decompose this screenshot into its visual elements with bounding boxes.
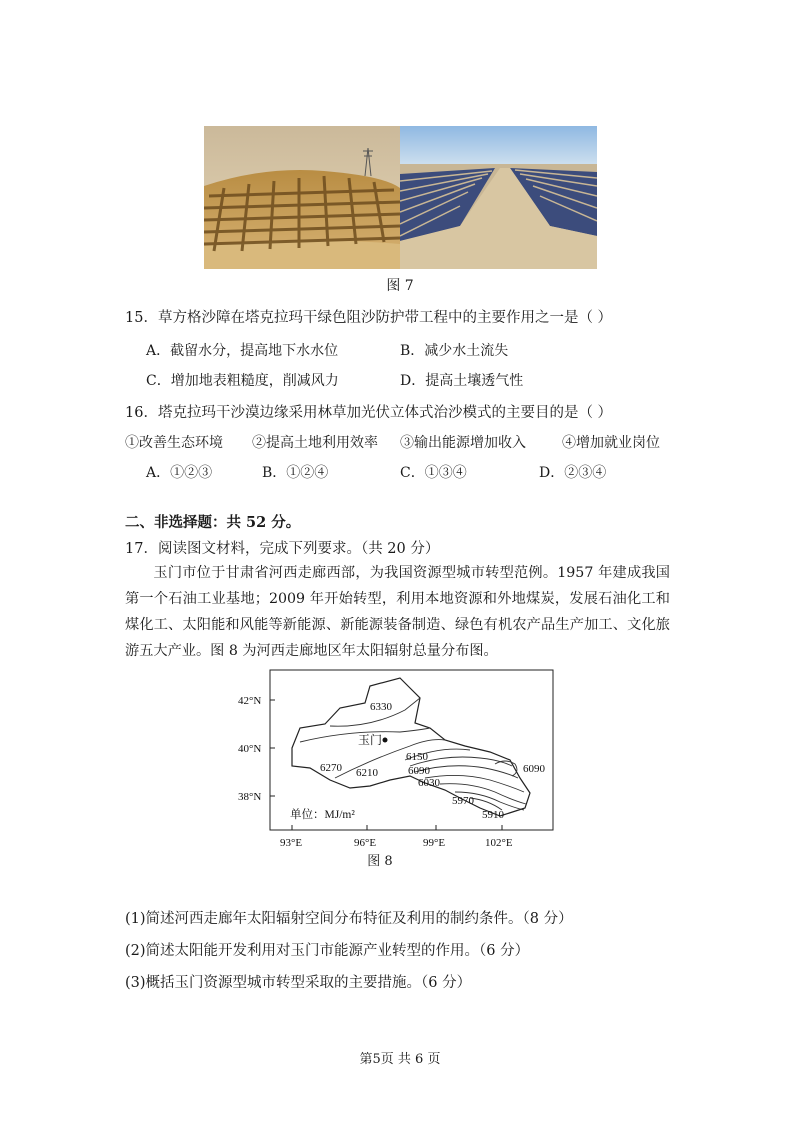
q16-statement-3: ③输出能源增加收入 [400, 435, 526, 451]
q17-stem: 17．阅读图文材料，完成下列要求。（共 20 分） [125, 541, 440, 557]
isoline-label-5970: 5970 [452, 795, 474, 807]
q17-subquestion-1: (1)简述河西走廊年太阳辐射空间分布特征及利用的制约条件。（8 分） [125, 911, 573, 927]
q16-option-c: C．①③④ [400, 465, 467, 481]
q15-option-a: A．截留水分，提高地下水水位 [146, 343, 339, 359]
figure7-caption: 图 7 [386, 278, 414, 294]
q16-statement-4: ④增加就业岗位 [562, 435, 660, 451]
lon-label-102: 102°E [485, 837, 513, 849]
q17-subquestion-3: (3)概括玉门资源型城市转型采取的主要措施。（6 分） [125, 975, 472, 991]
q16-option-d: D．②③④ [539, 465, 607, 481]
isoline-label-6090-a: 6090 [408, 765, 430, 777]
q16-option-b: B．①②④ [262, 465, 329, 481]
q16-stem: 16．塔克拉玛干沙漠边缘采用林草加光伏立体式治沙模式的主要目的是（ ） [125, 405, 613, 421]
isoline-label-6150: 6150 [406, 751, 428, 763]
isoline-label-6210: 6210 [356, 767, 378, 779]
solar-array-image [400, 126, 597, 269]
photo-solar-array [400, 126, 597, 269]
q15-option-d: D．提高土壤透气性 [400, 373, 524, 389]
q17-subquestion-2: (2)简述太阳能开发利用对玉门市能源产业转型的作用。（6 分） [125, 943, 530, 959]
lon-label-99: 99°E [423, 837, 446, 849]
q15-option-b: B．减少水土流失 [400, 343, 509, 359]
lat-label-42: 42°N [238, 695, 262, 707]
page-number: 第5页 共 6 页 [359, 1052, 441, 1067]
figure8-caption: 图 8 [367, 854, 393, 869]
q16-statement-1: ①改善生态环境 [125, 435, 223, 451]
unit-label: 单位：MJ/m² [290, 809, 355, 821]
isoline-label-6270: 6270 [320, 762, 342, 774]
q16-option-a: A．①②③ [146, 465, 213, 481]
isoline-label-5910: 5910 [482, 809, 504, 821]
photo-sand-barrier [204, 126, 400, 269]
hexi-corridor-outline [292, 678, 530, 816]
q15-option-c: C．增加地表粗糙度，削减风力 [146, 373, 339, 389]
isoline-label-6090-b: 6090 [523, 763, 545, 775]
isoline-label-6330: 6330 [370, 701, 392, 713]
q17-paragraph: 玉门市位于甘肃省河西走廊西部，为我国资源型城市转型范例。1957 年建成我国第一个石油工业基地；2009 年开始转型，利用本地资源和外地煤炭，发展石油化工和煤化工、太阳能和风能等新能源、新能源装备制造、绿色有机农产品生产加工、文化旅游五大产业。图 8 为河西走廊地区年太阳辐射总量分布图。 [125, 565, 670, 659]
section2-title: 二、非选择题：共 52 分。 [125, 514, 301, 531]
lat-label-40: 40°N [238, 743, 262, 755]
isoline-label-6030: 6030 [418, 777, 440, 789]
q15-stem: 15．草方格沙障在塔克拉玛干绿色阻沙防护带工程中的主要作用之一是（ ） [125, 310, 613, 326]
figure8-map [230, 668, 570, 878]
sand-barrier-image [204, 126, 400, 269]
lat-label-38: 38°N [238, 791, 262, 803]
yumen-label: 玉门 [358, 733, 383, 747]
lon-label-96: 96°E [354, 837, 377, 849]
lon-label-93: 93°E [280, 837, 303, 849]
q16-statement-2: ②提高土地利用效率 [252, 435, 378, 451]
yumen-city-marker [383, 738, 388, 743]
